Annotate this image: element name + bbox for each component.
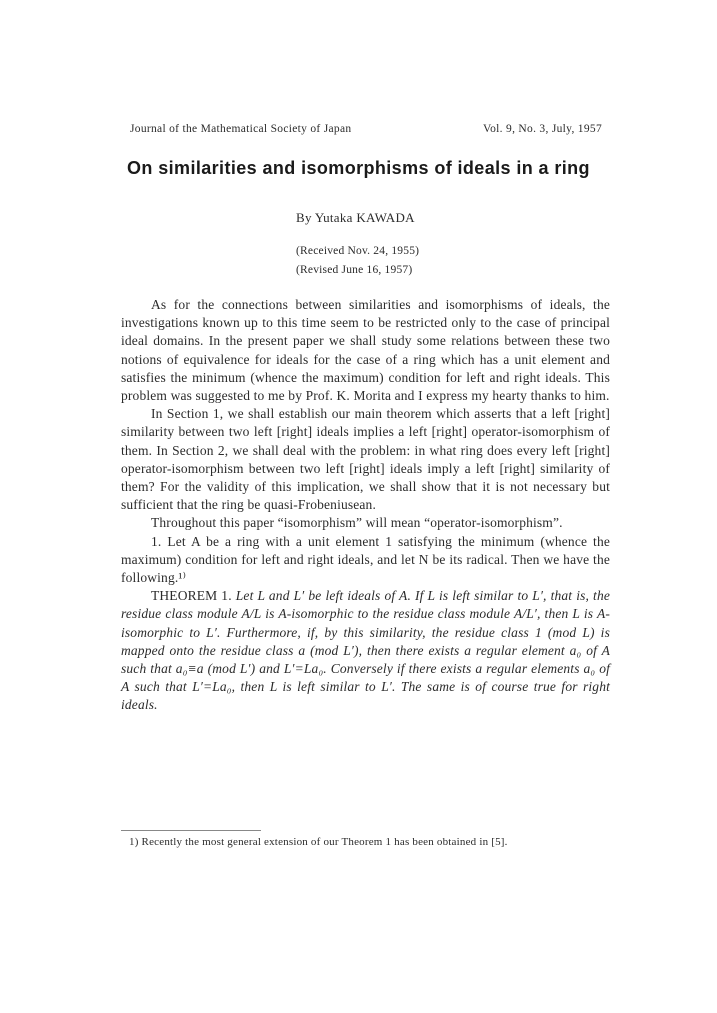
footnote: [121, 834, 610, 851]
author-by: By Yutaka: [296, 210, 353, 225]
main-text: [121, 296, 610, 715]
paper-title: On similarities and isomorphisms of ideals in a ring: [127, 158, 590, 178]
journal-name: Journal of the Mathematical Society of Japan: [130, 123, 352, 135]
footnote-marker: 1): [129, 836, 139, 848]
volume-info: Vol. 9, No. 3, July, 1957: [483, 123, 602, 135]
theorem-1: [121, 587, 610, 714]
paragraph-intro: As for the connections between similarities and isomorphisms of ideals, the investigations known up to this time seem to be restricted only to the case of principal ideal domains. In the present paper we shall study some relations between these two notions of equivalence for ideals for the case of a ring which has a unit element and satisfies the minimum (whence the maximum) condition for left and right ideals. This problem was suggested to me by Prof. K. Morita and I express my hearty thanks to him.: [121, 297, 610, 404]
footnote-divider: [121, 830, 261, 831]
theorem-text: Let L and L′ be left ideals of A. If L is left similar to L′, that is, the residue class module A/L is A-isomorphic to the residue class module A/L′, then L is A-isomorphic to L′. Furthermore, if, by this similarity, the residue class 1 (mod L) is mapped onto the residue class a (mod L′), then there exists a regular element a₀ of A such that a₀≡a (mod L′) and L′=La₀. Conversely if there exists a regular elements a₀ of A such that L′=La₀, then L is left similar to L′. The same is of course true for right ideals.: [121, 588, 610, 713]
paragraph-convention: Throughout this paper “isomorphism” will mean “operator-isomorphism”.: [151, 515, 563, 531]
author-line: [296, 210, 415, 226]
theorem-label: THEOREM 1.: [151, 588, 232, 604]
received-date: (Received Nov. 24, 1955): [296, 245, 420, 257]
revised-date: (Revised June 16, 1957): [296, 264, 413, 276]
author-surname: KAWADA: [356, 210, 415, 225]
paragraph-sections: In Section 1, we shall establish our main theorem which asserts that a left [right] similarity between two left [right] ideals implies a left [right] operator-isomorphism of them. In Section 2, we shall deal with the problem: in what ring does every left [right] operator-isomorphism between two left [right] ideals imply a left [right] similarity of them? For the validity of this implication, we shall show that it is not necessary but sufficient that the ring be quasi-Frobeniusean.: [121, 406, 610, 513]
paragraph-section-1: 1. Let A be a ring with a unit element 1 satisfying the minimum (whence the maximum) condition for left and right ideals, and let N be its radical. Then we have the following.¹⁾: [121, 533, 610, 586]
running-header: [130, 123, 602, 135]
footnote-text: Recently the most general extension of our Theorem 1 has been obtained in [5].: [141, 836, 508, 848]
